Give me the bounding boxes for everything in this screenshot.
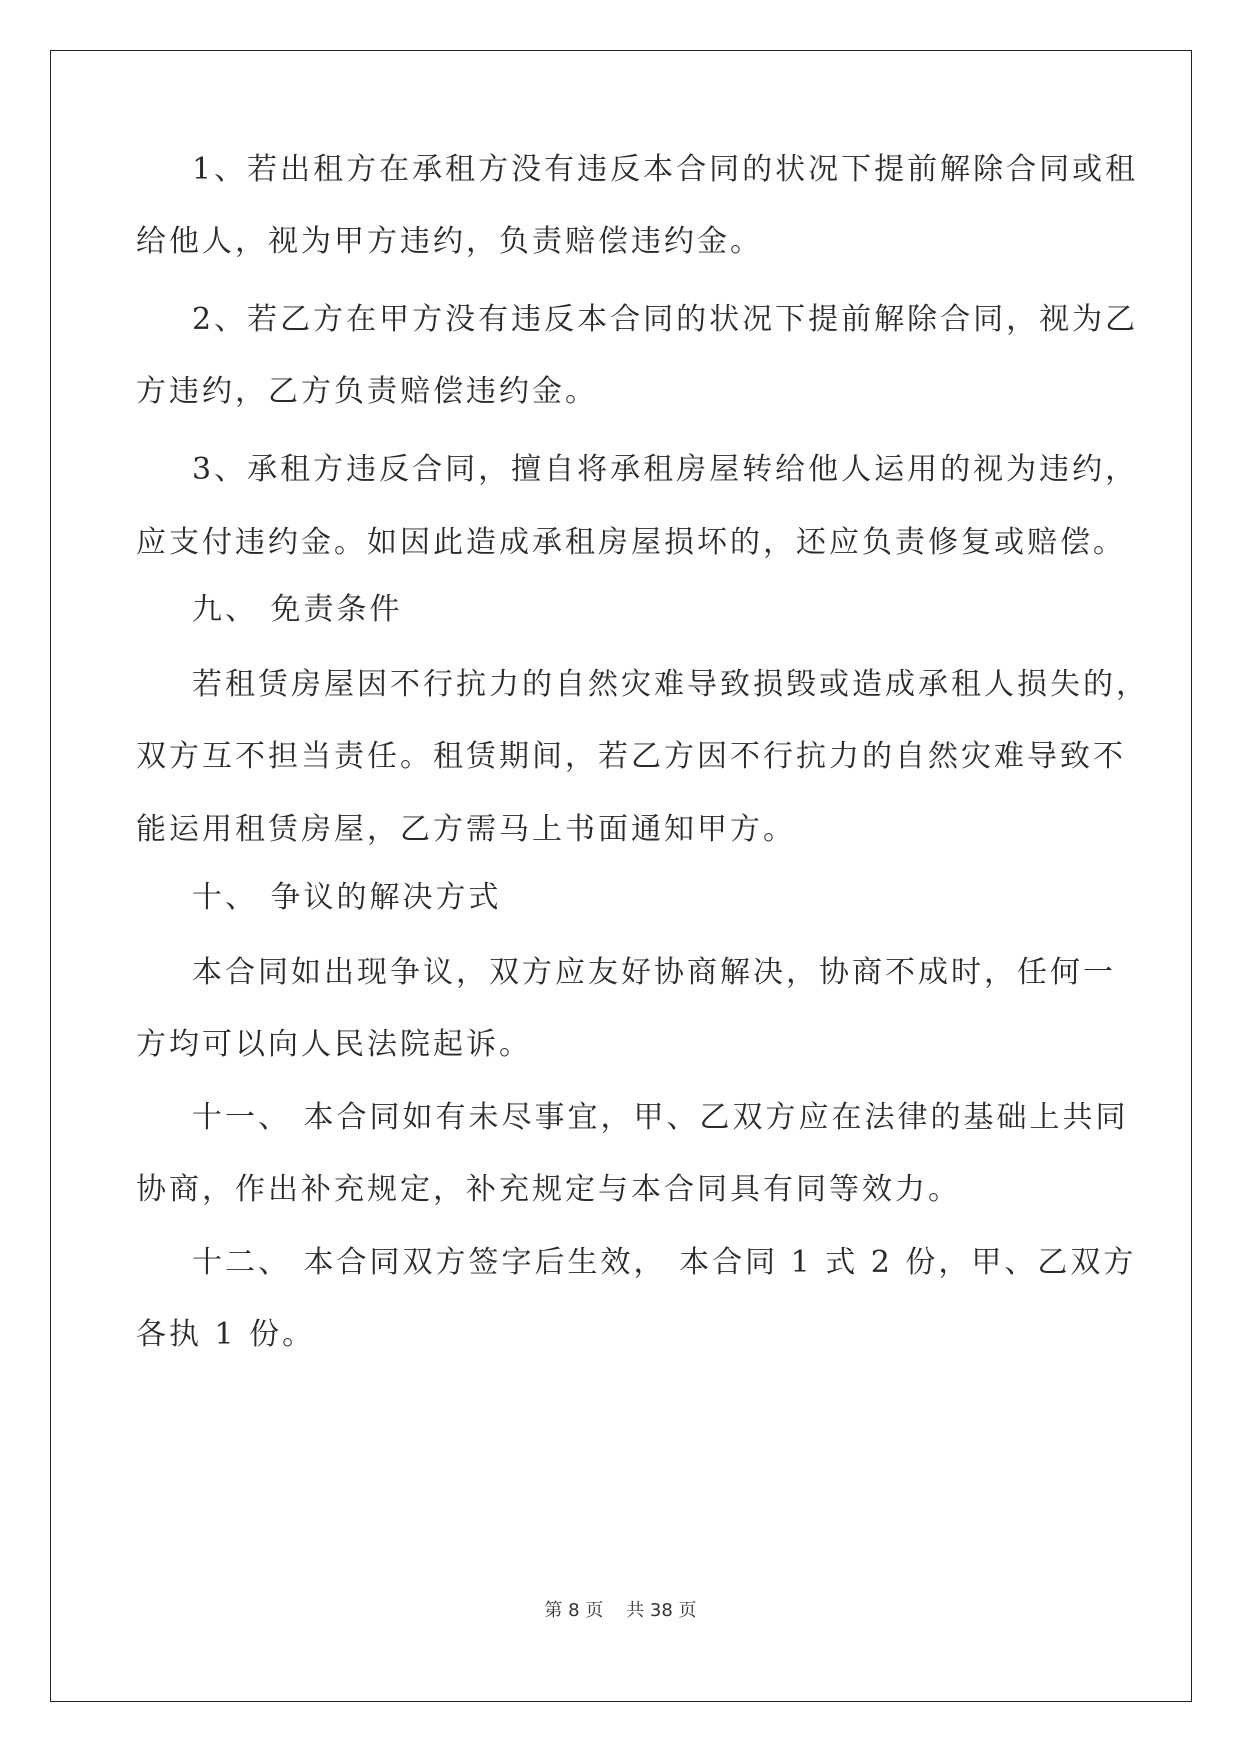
text-line: 2、若乙方在甲方没有违反本合同的状况下提前解除合同，视为乙 <box>192 302 1139 337</box>
text-line: 3、承租方违反合同，擅自将承租房屋转给他人运用的视为违约， <box>192 452 1139 487</box>
section-heading: 十、 争议的解决方式 <box>192 880 502 915</box>
text-line: 方均可以向人民法院起诉。 <box>136 1027 532 1062</box>
section-heading: 九、 免责条件 <box>192 592 403 627</box>
text-line: 能运用租赁房屋，乙方需马上书面通知甲方。 <box>136 812 796 847</box>
page-border <box>50 50 1192 1702</box>
text-line: 双方互不担当责任。租赁期间，若乙方因不行抗力的自然灾难导致不 <box>136 739 1126 774</box>
text-line: 1、若出租方在承租方没有违反本合同的状况下提前解除合同或租 <box>192 152 1139 187</box>
text-line: 十一、 本合同如有未尽事宜，甲、乙双方应在法律的基础上共同 <box>192 1100 1129 1135</box>
text-line: 本合同如出现争议，双方应友好协商解决，协商不成时，任何一 <box>192 955 1116 990</box>
text-line: 方违约，乙方负责赔偿违约金。 <box>136 374 598 409</box>
text-line: 各执 1 份。 <box>136 1317 316 1352</box>
text-line: 十二、 本合同双方签字后生效， 本合同 1 式 2 份，甲、乙双方 <box>192 1245 1137 1280</box>
page-number-footer: 第 8 页 共 38 页 <box>544 1600 697 1621</box>
text-line: 应支付违约金。如因此造成承租房屋损坏的，还应负责修复或赔偿。 <box>136 525 1126 560</box>
text-line: 若租赁房屋因不行抗力的自然灾难导致损毁或造成承租人损失的， <box>192 667 1149 702</box>
text-line: 给他人，视为甲方违约，负责赔偿违约金。 <box>136 224 763 259</box>
text-line: 协商，作出补充规定，补充规定与本合同具有同等效力。 <box>136 1172 961 1207</box>
